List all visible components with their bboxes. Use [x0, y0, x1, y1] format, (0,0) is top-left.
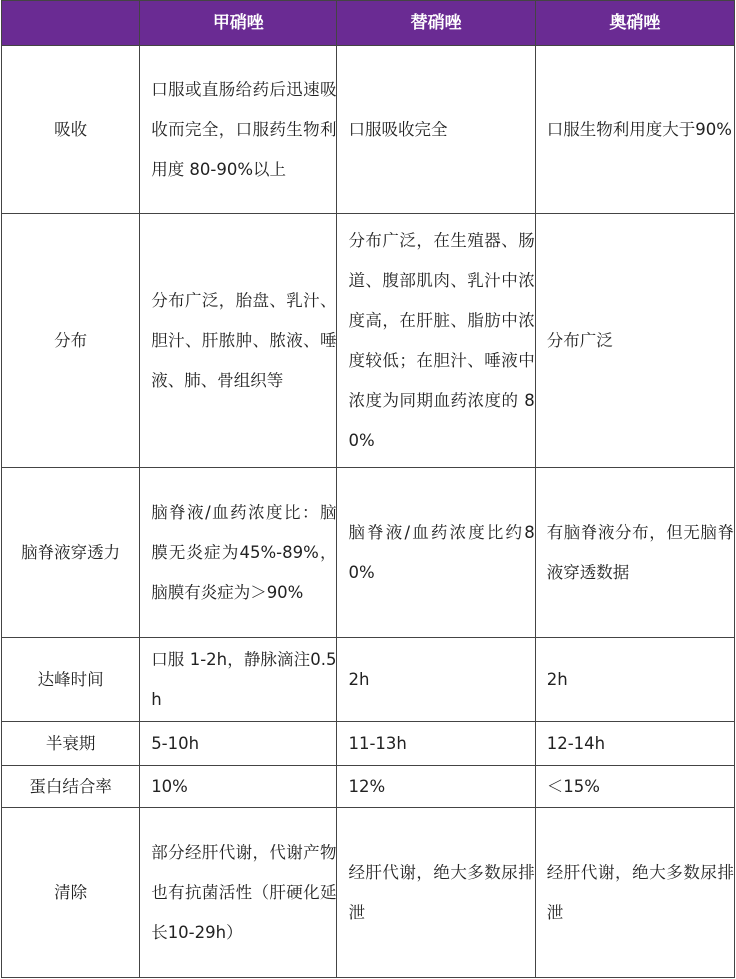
- row-peak-time: [2, 638, 735, 722]
- header-ornidazole: 奥硝唑: [535, 1, 734, 46]
- cell-tinidazole-csf: 脑脊液/血药浓度比约80%: [337, 468, 535, 638]
- cell-tinidazole-peak: 2h: [337, 638, 535, 722]
- header-metronidazole: 甲硝唑: [140, 1, 337, 46]
- cell-metronidazole-clearance: 部分经肝代谢，代谢产物也有抗菌活性（肝硬化延长10-29h）: [140, 808, 337, 978]
- cell-tinidazole-half-life: 11-13h: [337, 722, 535, 766]
- param-clearance: 清除: [2, 808, 140, 978]
- param-distribution: 分布: [2, 214, 140, 468]
- cell-ornidazole-protein: ＜15%: [535, 766, 734, 808]
- header-tinidazole: 替硝唑: [337, 1, 535, 46]
- header-parameter: [2, 1, 140, 46]
- param-absorption: 吸收: [2, 46, 140, 214]
- pharmacokinetics-table: [1, 0, 735, 978]
- cell-metronidazole-distribution: 分布广泛，胎盘、乳汁、胆汁、肝脓肿、脓液、唾液、肺、骨组织等: [140, 214, 337, 468]
- row-clearance: [2, 808, 735, 978]
- cell-ornidazole-csf: 有脑脊液分布，但无脑脊液穿透数据: [535, 468, 734, 638]
- row-csf-penetration: [2, 468, 735, 638]
- param-protein-binding: 蛋白结合率: [2, 766, 140, 808]
- cell-ornidazole-half-life: 12-14h: [535, 722, 734, 766]
- param-half-life: 半衰期: [2, 722, 140, 766]
- cell-tinidazole-clearance: 经肝代谢，绝大多数尿排泄: [337, 808, 535, 978]
- param-csf-penetration: 脑脊液穿透力: [2, 468, 140, 638]
- row-protein-binding: [2, 766, 735, 808]
- header-row: [2, 1, 735, 46]
- cell-tinidazole-absorption: 口服吸收完全: [337, 46, 535, 214]
- cell-ornidazole-clearance: 经肝代谢，绝大多数尿排泄: [535, 808, 734, 978]
- cell-metronidazole-half-life: 5-10h: [140, 722, 337, 766]
- param-peak-time: 达峰时间: [2, 638, 140, 722]
- cell-ornidazole-absorption: 口服生物利用度大于90%: [535, 46, 734, 214]
- cell-ornidazole-peak: 2h: [535, 638, 734, 722]
- cell-tinidazole-protein: 12%: [337, 766, 535, 808]
- cell-ornidazole-distribution: 分布广泛: [535, 214, 734, 468]
- cell-metronidazole-absorption: 口服或直肠给药后迅速吸收而完全，口服药生物利用度 80-90%以上: [140, 46, 337, 214]
- cell-tinidazole-distribution: 分布广泛，在生殖器、肠道、腹部肌肉、乳汁中浓度高，在肝脏、脂肪中浓度较低；在胆汁、唾液中浓度为同期血药浓度的 80%: [337, 214, 535, 468]
- cell-metronidazole-peak: 口服 1-2h，静脉滴注0.5h: [140, 638, 337, 722]
- cell-metronidazole-protein: 10%: [140, 766, 337, 808]
- row-distribution: [2, 214, 735, 468]
- row-absorption: [2, 46, 735, 214]
- row-half-life: [2, 722, 735, 766]
- cell-metronidazole-csf: 脑脊液/血药浓度比：脑膜无炎症为45%-89%，脑膜有炎症为＞90%: [140, 468, 337, 638]
